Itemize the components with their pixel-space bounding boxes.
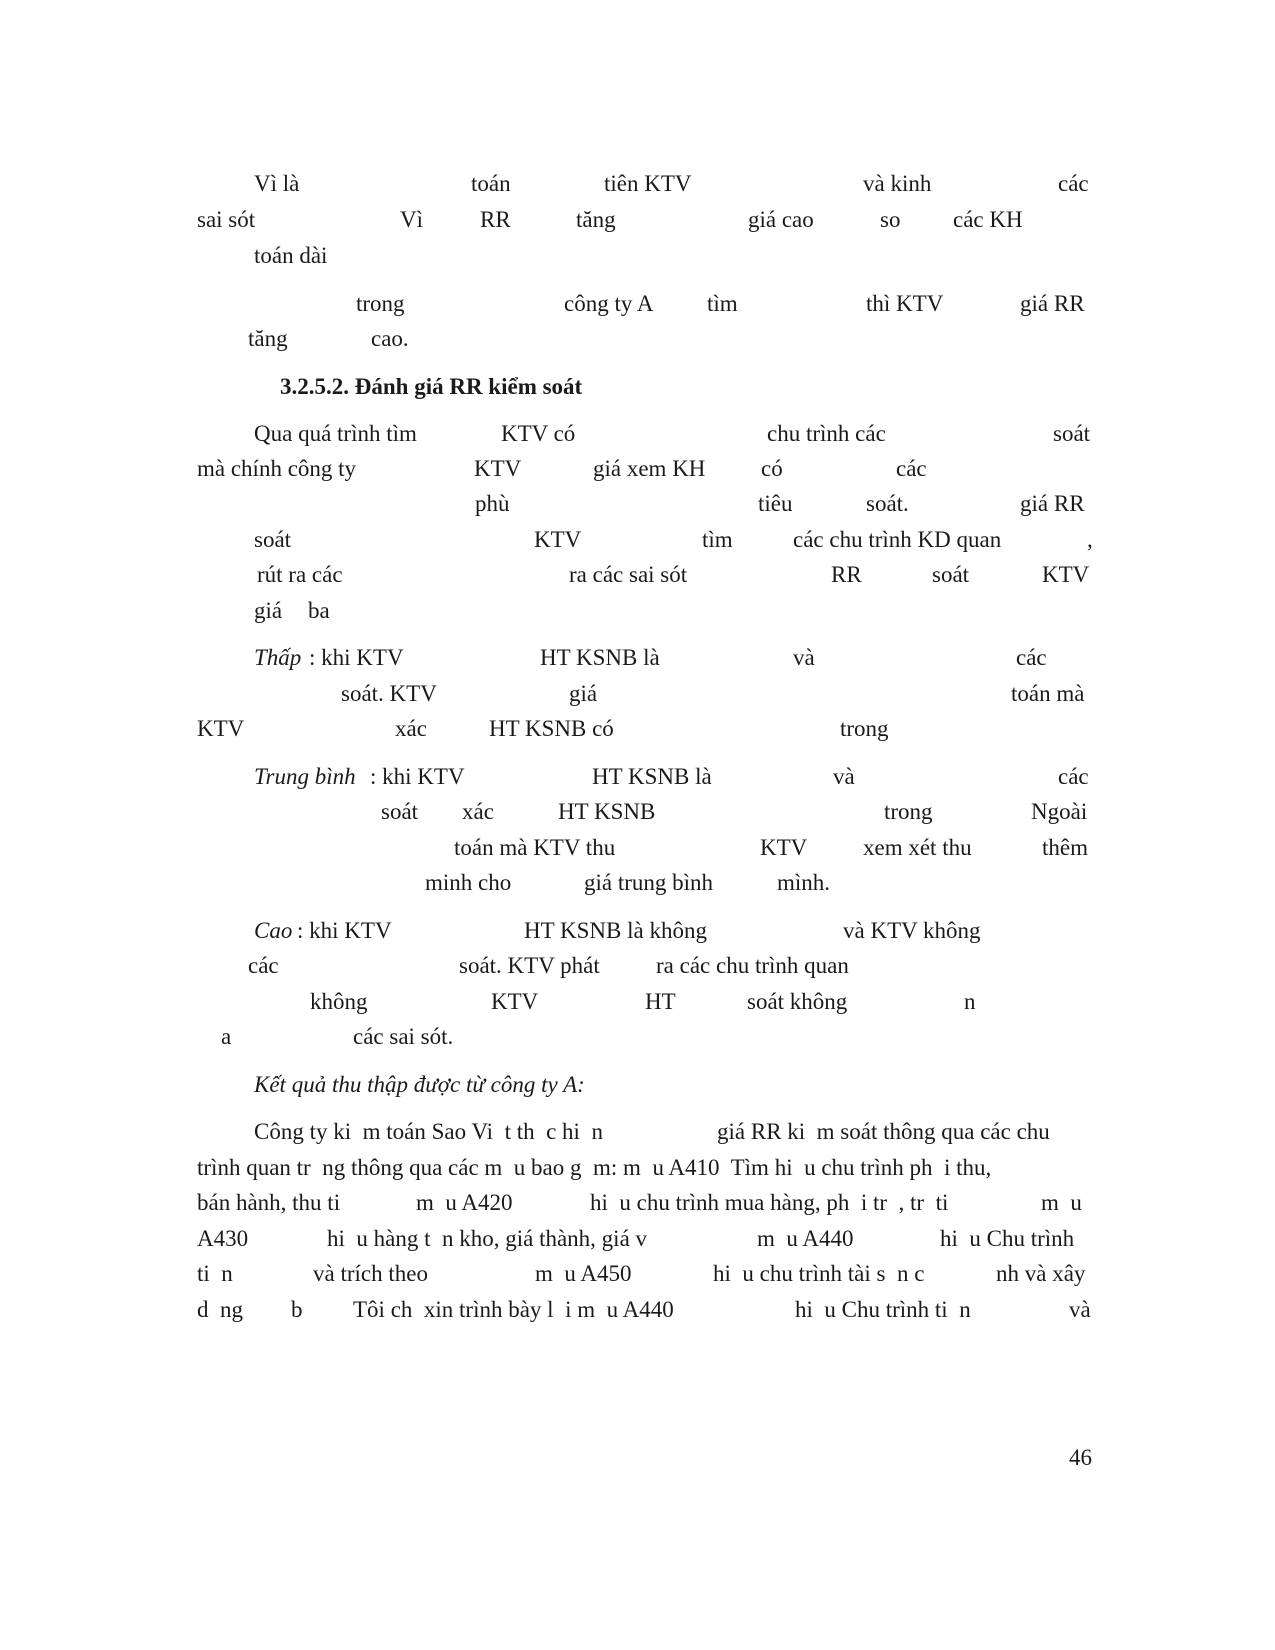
text-segment: giá RR xyxy=(1020,491,1085,516)
term-label: Trung bình xyxy=(254,764,356,789)
text-line xyxy=(0,917,1275,945)
text-segment: soát xyxy=(932,562,970,587)
text-segment: m u A440 xyxy=(757,1226,854,1251)
text-segment: ra các sai sót xyxy=(569,562,688,587)
text-segment: tiên KTV xyxy=(604,171,692,196)
text-line xyxy=(0,490,1275,518)
text-line xyxy=(0,1154,1275,1182)
text-segment: giá xyxy=(254,598,283,623)
text-segment: , xyxy=(1087,527,1093,552)
text-segment: tiêu xyxy=(758,491,793,516)
text-segment: a xyxy=(221,1024,232,1049)
text-line xyxy=(0,526,1275,554)
text-line xyxy=(0,290,1275,318)
text-segment: các xyxy=(896,456,927,481)
text-segment: KTV có xyxy=(501,421,576,446)
text-segment: thêm xyxy=(1042,835,1088,860)
text-segment: soát. KTV xyxy=(341,681,437,706)
text-segment: sai sót xyxy=(197,207,256,232)
text-line xyxy=(0,1023,1275,1051)
text-segment: soát. xyxy=(866,491,909,516)
text-segment: các xyxy=(248,953,279,978)
text-segment: tăng xyxy=(576,207,616,232)
text-line xyxy=(0,1118,1275,1146)
text-segment: các xyxy=(1016,645,1047,670)
text-segment: so xyxy=(880,207,901,232)
text-segment: HT KSNB là không xyxy=(524,918,707,943)
text-segment: KTV xyxy=(1042,562,1090,587)
text-line xyxy=(0,597,1275,625)
text-segment: Công ty ki m toán Sao Vi t th c hi n xyxy=(254,1119,603,1144)
text-segment: soát xyxy=(381,799,419,824)
text-segment: ti n xyxy=(197,1261,233,1286)
text-segment: xem xét thu xyxy=(863,835,972,860)
text-segment: và KTV không xyxy=(843,918,981,943)
text-segment: HT KSNB là xyxy=(540,645,660,670)
text-segment: và xyxy=(833,764,855,789)
text-segment: HT KSNB là xyxy=(592,764,712,789)
text-segment: RR xyxy=(831,562,862,587)
text-segment: HT KSNB xyxy=(558,799,656,824)
text-segment: hi u chu trình tài s n c xyxy=(713,1261,925,1286)
text-segment: và kinh xyxy=(863,171,932,196)
text-line xyxy=(0,834,1275,862)
text-line xyxy=(0,242,1275,270)
text-segment: Tôi ch xin trình bày l i m u A440 xyxy=(353,1297,674,1322)
text-segment: KTV xyxy=(760,835,808,860)
text-segment: giá RR xyxy=(1020,291,1085,316)
text-segment: : khi KTV xyxy=(297,918,392,943)
text-line xyxy=(0,1225,1275,1253)
text-segment: m u A420 xyxy=(416,1190,513,1215)
text-line xyxy=(0,952,1275,980)
text-segment: toán dài xyxy=(254,243,328,268)
text-line xyxy=(0,1071,1275,1099)
text-line xyxy=(0,455,1275,483)
text-segment: rút ra các xyxy=(257,562,343,587)
text-segment: giá xyxy=(569,681,598,706)
text-line xyxy=(0,206,1275,234)
page-number: 46 xyxy=(1069,1445,1092,1470)
text-segment: mà chính công ty xyxy=(197,456,357,481)
text-segment: tìm xyxy=(707,291,738,316)
text-segment: d ng xyxy=(197,1297,243,1322)
text-line xyxy=(0,988,1275,1016)
text-line xyxy=(0,1296,1275,1324)
text-segment: các xyxy=(1058,764,1089,789)
text-segment: b xyxy=(291,1297,303,1322)
text-segment: KTV xyxy=(491,989,539,1014)
text-segment: giá cao xyxy=(748,207,814,232)
text-segment: toán xyxy=(471,171,511,196)
text-segment: không xyxy=(310,989,368,1014)
text-segment: xác xyxy=(462,799,494,824)
text-segment: m u A450 xyxy=(535,1261,632,1286)
text-segment: các xyxy=(1058,171,1089,196)
text-segment: A430 xyxy=(197,1226,249,1251)
text-segment: cao. xyxy=(371,326,409,351)
text-line xyxy=(0,715,1275,743)
text-segment: Vì xyxy=(400,207,423,232)
text-segment: RR xyxy=(480,207,511,232)
text-segment: KTV xyxy=(474,456,522,481)
text-segment: soát xyxy=(1053,421,1091,446)
text-segment: chu trình các xyxy=(767,421,886,446)
text-segment: mình. xyxy=(777,870,831,895)
text-segment: trong xyxy=(840,716,889,741)
text-segment: trong xyxy=(356,291,405,316)
text-line xyxy=(0,373,1275,401)
text-segment: : khi KTV xyxy=(370,764,465,789)
text-segment: toán mà xyxy=(1011,681,1085,706)
text-segment: hi u hàng t n kho, giá thành, giá v xyxy=(327,1226,648,1251)
text-segment: các KH xyxy=(953,207,1023,232)
text-segment: nh và xây xyxy=(996,1261,1086,1286)
text-line xyxy=(0,170,1275,198)
text-segment: bán hành, thu ti xyxy=(197,1190,341,1215)
text-segment: soát không xyxy=(747,989,848,1014)
text-segment: và xyxy=(1069,1297,1091,1322)
text-line xyxy=(0,1260,1275,1288)
text-segment: và trích theo xyxy=(313,1261,428,1286)
text-segment: n xyxy=(964,989,976,1014)
text-segment: giá trung bình xyxy=(584,870,714,895)
text-segment: m u xyxy=(1041,1190,1082,1215)
text-segment: minh cho xyxy=(425,870,512,895)
text-segment: soát. KTV phát xyxy=(459,953,600,978)
text-segment: toán mà KTV thu xyxy=(454,835,616,860)
text-segment: trình quan tr ng thông qua các m u bao g m: m u A410 Tìm hi u chu trình ph i thu, xyxy=(197,1155,992,1180)
text-line xyxy=(0,680,1275,708)
text-segment: thì KTV xyxy=(866,291,944,316)
results-subheading: Kết quả thu thập được từ công ty A: xyxy=(254,1072,585,1097)
term-label: Thấp xyxy=(254,645,302,670)
text-segment: xác xyxy=(395,716,427,741)
text-line xyxy=(0,869,1275,897)
text-line xyxy=(0,1189,1275,1217)
text-segment: các sai sót. xyxy=(353,1024,454,1049)
text-segment: : khi KTV xyxy=(309,645,404,670)
text-segment: và xyxy=(793,645,815,670)
text-line xyxy=(0,644,1275,672)
text-line xyxy=(0,763,1275,791)
text-segment: hi u chu trình mua hàng, ph i tr , tr ti xyxy=(590,1190,949,1215)
text-segment: soát xyxy=(254,527,292,552)
text-segment: các chu trình KD quan xyxy=(793,527,1002,552)
text-line xyxy=(0,798,1275,826)
text-segment: công ty A xyxy=(564,291,654,316)
text-segment: Vì là xyxy=(254,171,300,196)
text-segment: phù xyxy=(475,491,510,516)
text-segment: hi u Chu trình ti n xyxy=(795,1297,971,1322)
text-line xyxy=(0,420,1275,448)
text-line xyxy=(0,561,1275,589)
text-segment: KTV xyxy=(197,716,245,741)
text-segment: HT KSNB có xyxy=(489,716,614,741)
text-segment: tăng xyxy=(248,326,288,351)
text-segment: tìm xyxy=(702,527,733,552)
text-segment: giá RR ki m soát thông qua các chu xyxy=(717,1119,1050,1144)
section-heading: 3.2.5.2. Đánh giá RR kiểm soát xyxy=(280,374,583,399)
text-segment: có xyxy=(761,456,783,481)
text-segment: trong xyxy=(884,799,933,824)
text-segment: Qua quá trình tìm xyxy=(254,421,417,446)
text-segment: ba xyxy=(308,598,330,623)
term-label: Cao xyxy=(254,918,293,943)
text-line xyxy=(0,325,1275,353)
text-segment: Ngoài xyxy=(1031,799,1088,824)
text-segment: HT xyxy=(645,989,676,1014)
text-segment: giá xem KH xyxy=(593,456,706,481)
text-segment: ra các chu trình quan xyxy=(656,953,849,978)
text-segment: KTV xyxy=(534,527,582,552)
text-segment: hi u Chu trình xyxy=(940,1226,1075,1251)
